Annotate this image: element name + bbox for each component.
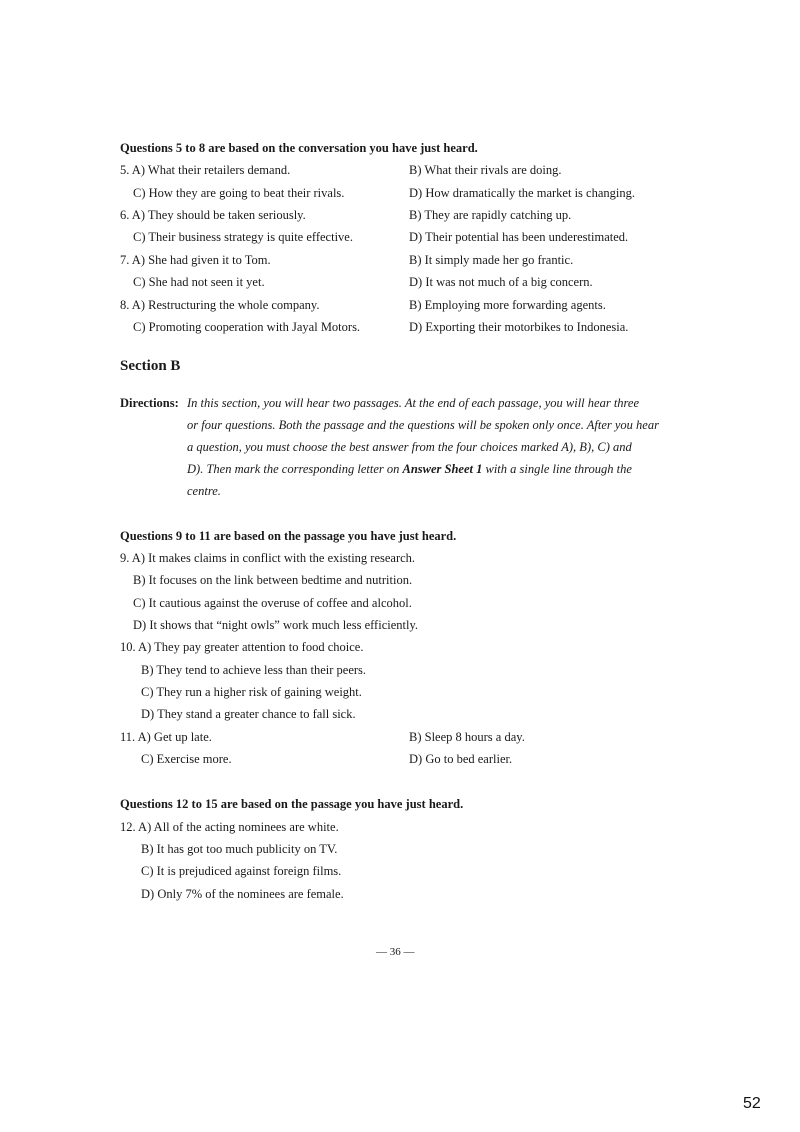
q10-option-a: 10. A) They pay greater attention to food choice. [120, 640, 364, 654]
corner-page-number: 52 [743, 1095, 761, 1112]
directions-line-4-start: D). Then mark the corresponding letter on [187, 462, 400, 476]
directions-line-5: centre. [187, 484, 221, 498]
directions-label: Directions: [120, 396, 179, 410]
questions-12-15-heading: Questions 12 to 15 are based on the passage you have just heard. [120, 797, 464, 811]
directions-line-1: In this section, you will hear two passages. At the end of each passage, you will hear three [187, 396, 640, 410]
q5-option-d: D) How dramatically the market is changing. [409, 186, 635, 200]
q6-option-d: D) Their potential has been underestimated. [409, 230, 629, 244]
questions-5-8-heading: Questions 5 to 8 are based on the conversation you have just heard. [120, 141, 478, 155]
q6-option-a: 6. A) They should be taken seriously. [120, 208, 306, 222]
q7-option-a: 7. A) She had given it to Tom. [120, 253, 271, 267]
q9-option-b: B) It focuses on the link between bedtime and nutrition. [133, 573, 413, 587]
directions-line-4-end: with a single line through the [485, 462, 632, 476]
q9-option-c: C) It cautious against the overuse of coffee and alcohol. [133, 596, 412, 610]
q12-option-b: B) It has got too much publicity on TV. [141, 842, 338, 856]
questions-9-11-heading: Questions 9 to 11 are based on the passage you have just heard. [120, 529, 457, 543]
directions-line-2: or four questions. Both the passage and the questions will be spoken only once. After you hear [187, 418, 659, 432]
q8-option-c: C) Promoting cooperation with Jayal Motors. [133, 320, 361, 334]
q7-option-c: C) She had not seen it yet. [133, 275, 265, 289]
page-number: — 36 — [376, 946, 415, 958]
q8-option-b: B) Employing more forwarding agents. [409, 298, 606, 312]
q12-option-a: 12. A) All of the acting nominees are white. [120, 820, 339, 834]
directions-line-4 [187, 462, 632, 477]
q8-option-d: D) Exporting their motorbikes to Indonesia. [409, 320, 629, 334]
q11-option-c: C) Exercise more. [141, 752, 232, 766]
q9-option-a: 9. A) It makes claims in conflict with the existing research. [120, 551, 416, 565]
q8-option-a: 8. A) Restructuring the whole company. [120, 298, 320, 312]
q7-option-b: B) It simply made her go frantic. [409, 253, 574, 267]
q6-option-b: B) They are rapidly catching up. [409, 208, 572, 222]
q6-option-c: C) Their business strategy is quite effective. [133, 230, 353, 244]
q5-option-c: C) How they are going to beat their rivals. [133, 186, 345, 200]
directions-line-3: a question, you must choose the best answer from the four choices marked A), B), C) and [187, 440, 632, 454]
q10-option-c: C) They run a higher risk of gaining weight. [141, 685, 362, 699]
q11-option-d: D) Go to bed earlier. [409, 752, 513, 766]
q11-option-a: 11. A) Get up late. [120, 730, 212, 744]
answer-sheet-reference: Answer Sheet 1 [402, 462, 483, 476]
q7-option-d: D) It was not much of a big concern. [409, 275, 593, 289]
q12-option-d: D) Only 7% of the nominees are female. [141, 887, 344, 901]
q12-option-c: C) It is prejudiced against foreign films. [141, 864, 342, 878]
section-b-title: Section B [120, 358, 181, 374]
q10-option-b: B) They tend to achieve less than their peers. [141, 663, 367, 677]
q9-option-d: D) It shows that “night owls” work much less efficiently. [133, 618, 419, 632]
q5-option-a: 5. A) What their retailers demand. [120, 163, 291, 177]
q10-option-d: D) They stand a greater chance to fall sick. [141, 707, 356, 721]
q5-option-b: B) What their rivals are doing. [409, 163, 562, 177]
q11-option-b: B) Sleep 8 hours a day. [409, 730, 525, 744]
